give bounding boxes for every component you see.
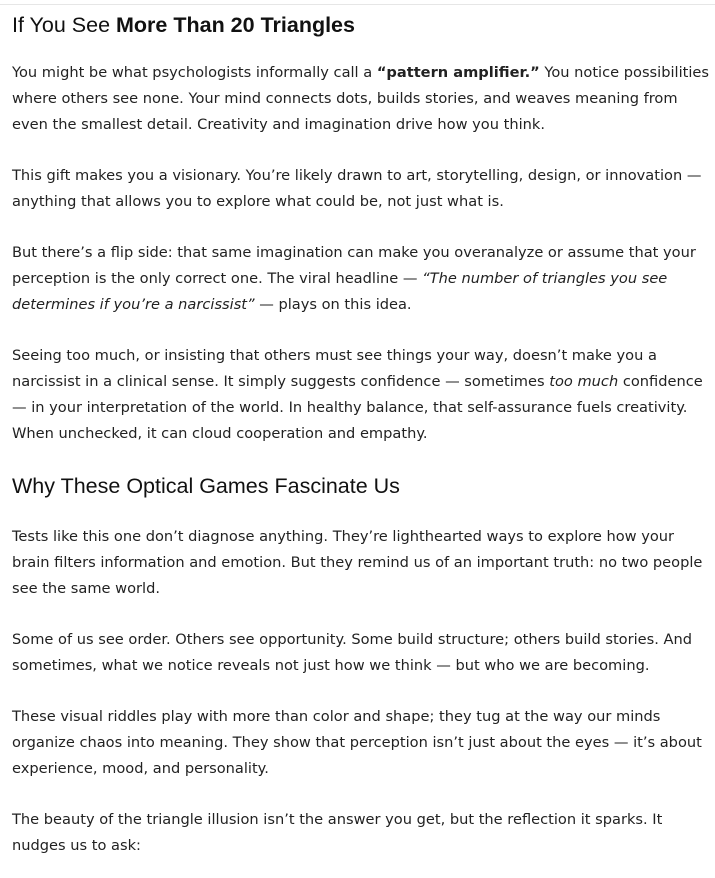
paragraph-text: You might be what psychologists informally call a	[12, 64, 377, 81]
section-heading-optical-games: Why These Optical Games Fascinate Us	[12, 474, 400, 498]
heading-plain-text: If You See	[12, 13, 117, 37]
paragraph-text: You notice possibilities where others see none. Your mind connects dots, builds stories, and weaves meaning from even the smallest detail. Creativity and imagination drive how you think.	[12, 64, 709, 133]
paragraph-text: confidence — in your interpretation of the world. In healthy balance, that self-assurance fuels creativity. When unchecked, it can cloud cooperation and empathy.	[12, 373, 703, 442]
paragraph-visionary: This gift makes you a visionary. You’re likely drawn to art, storytelling, design, or innovation — anything that allows you to explore what could be, not just what is.	[12, 167, 702, 210]
paragraph-text: But there’s a flip side: that same imagination can make you overanalyze or assume that your perception is the only correct one. The viral headline —	[12, 244, 696, 287]
section-heading-more-than-20	[12, 10, 712, 40]
paragraph-beauty: The beauty of the triangle illusion isn’t the answer you get, but the reflection it sparks. It nudges us to ask:	[12, 811, 663, 854]
italic-quote: “The number of triangles you see determines if you’re a narcissist”	[12, 270, 668, 313]
paragraph-tests: Tests like this one don’t diagnose anything. They’re lighthearted ways to explore how your brain filters information and emotion. But they remind us of an important truth: no two people see the same world.	[12, 528, 703, 597]
heading-bold-text: More Than 20 Triangles	[116, 13, 355, 37]
paragraph-order: Some of us see order. Others see opportunity. Some build structure; others build stories. And sometimes, what we notice reveals not just how we think — but who we are becoming.	[12, 631, 693, 674]
paragraph-visual-riddles: These visual riddles play with more than color and shape; they tug at the way our minds organize chaos into meaning. They show that perception isn’t just about the eyes — it’s about experience, mood, and personality.	[12, 708, 702, 777]
paragraph-pattern-amplifier	[12, 60, 712, 138]
paragraph-narcissist	[12, 343, 712, 447]
bold-phrase: “pattern amplifier.”	[376, 64, 540, 81]
paragraph-flip-side	[12, 240, 712, 318]
paragraph-text: — plays on this idea.	[254, 296, 412, 313]
paragraph-text: Seeing too much, or insisting that others must see things your way, doesn’t make you a narcissist in a clinical sense. It simply suggests confidence — sometimes	[12, 347, 657, 390]
italic-phrase: too much	[549, 373, 619, 390]
article-body	[12, 10, 712, 859]
top-divider	[0, 4, 715, 5]
